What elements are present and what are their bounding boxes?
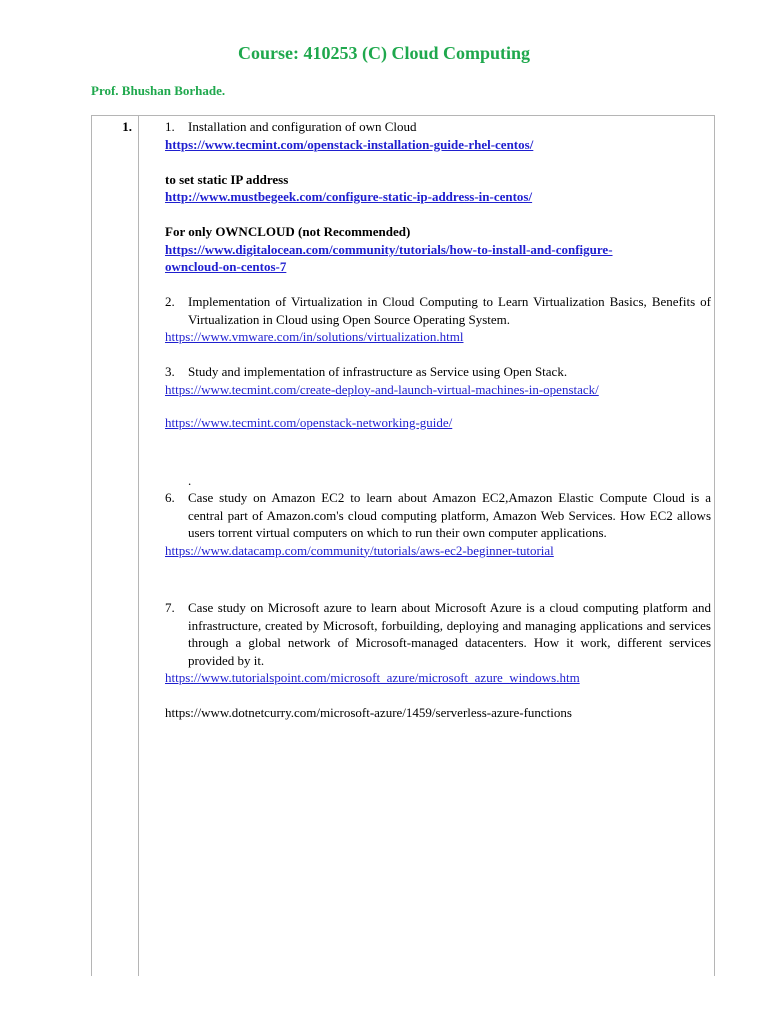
item-text: Case study on Amazon EC2 to learn about Amazon EC2,Amazon Elastic Compute Cloud is a central part of Amazon.com's cloud computing platform, Amazon Web Services. How EC2 allows users torrent virtual computers on which to run their own computer applications. <box>188 490 711 540</box>
row-number: 1. <box>122 119 132 134</box>
list-item-7 <box>165 599 711 669</box>
list-item-3 <box>165 363 711 381</box>
list-item-6 <box>165 489 711 542</box>
openstack-networking-link[interactable]: https://www.tecmint.com/openstack-networking-guide/ <box>165 415 453 430</box>
item-text: Study and implementation of infrastructure as Service using Open Stack. <box>188 364 568 379</box>
vmware-link[interactable]: https://www.vmware.com/in/solutions/virtualization.html <box>165 329 464 344</box>
content-cell <box>165 118 711 722</box>
item-number: 7. <box>165 600 175 615</box>
datacamp-link[interactable]: https://www.datacamp.com/community/tutorials/aws-ec2-beginner-tutorial <box>165 542 554 558</box>
item-number: 2. <box>165 294 175 309</box>
item-number: 1. <box>165 119 175 134</box>
openstack-vm-link[interactable]: https://www.tecmint.com/create-deploy-and-launch-virtual-machines-in-openstack/ <box>165 381 599 397</box>
stray-dot: . <box>188 472 192 488</box>
static-ip-link[interactable]: http://www.mustbegeek.com/configure-static-ip-address-in-centos/ <box>165 189 533 204</box>
list-item-1 <box>165 118 711 136</box>
owncloud-link[interactable]: https://www.digitalocean.com/community/tutorials/how-to-install-and-configure- <box>165 241 613 257</box>
content-table <box>91 115 715 976</box>
item-text: Implementation of Virtualization in Cloud Computing to Learn Virtualization Basics, Benefits of Virtualization in Cloud using Open Source Operating System. <box>188 294 711 327</box>
item-text: Case study on Microsoft azure to learn about Microsoft Azure is a cloud computing platform and infrastructure, created by Microsoft, forbuilding, deploying and managing applications and services through a global network of Microsoft-managed datacenters. How it work, different services provided by it. <box>188 600 711 668</box>
owncloud-heading: For only OWNCLOUD (not Recommended) <box>165 224 411 239</box>
owncloud-link-continued[interactable]: owncloud-on-centos-7 <box>165 259 287 274</box>
item-number: 6. <box>165 490 175 505</box>
dotnetcurry-url: https://www.dotnetcurry.com/microsoft-azure/1459/serverless-azure-functions <box>165 705 572 720</box>
page-title: Course: 410253 (C) Cloud Computing <box>237 43 531 63</box>
list-item-2 <box>165 293 711 328</box>
openstack-install-link[interactable]: https://www.tecmint.com/openstack-installation-guide-rhel-centos/ <box>165 136 534 152</box>
item-number: 3. <box>165 364 175 379</box>
column-divider <box>138 116 139 976</box>
static-ip-heading: to set static IP address <box>165 171 289 187</box>
professor-name: Prof. Bhushan Borhade. <box>91 83 226 98</box>
item-text: Installation and configuration of own Cloud <box>188 119 417 134</box>
tutorialspoint-link[interactable]: https://www.tutorialspoint.com/microsoft_azure/microsoft_azure_windows.htm <box>165 670 580 685</box>
